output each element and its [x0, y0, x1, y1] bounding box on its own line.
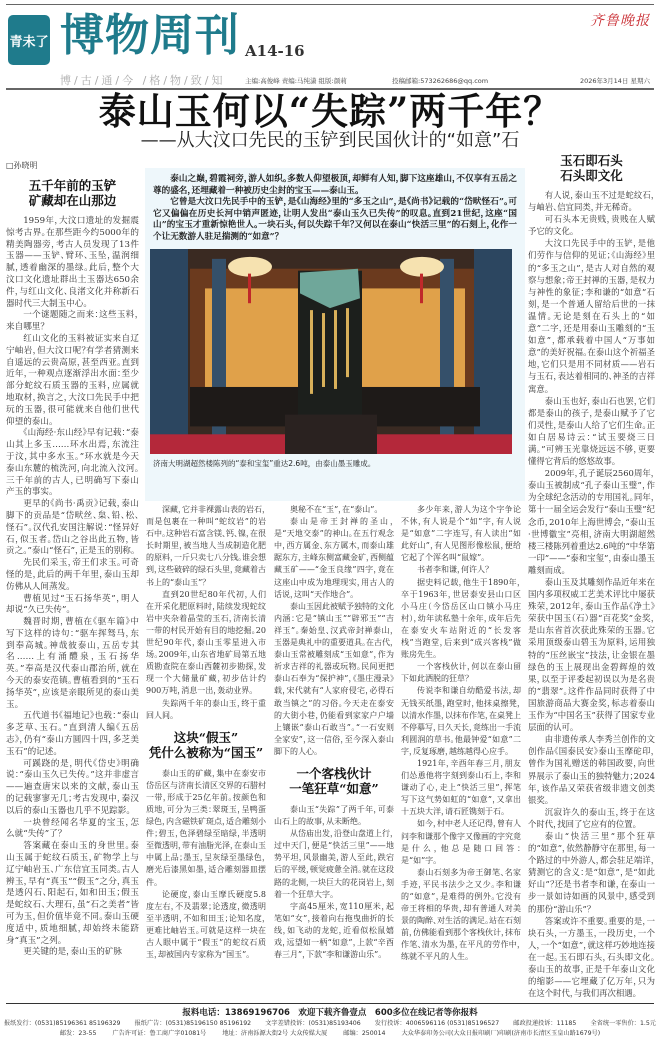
intro-text: [150, 174, 520, 244]
paragraph-group: [146, 504, 266, 722]
page-range: A14-16: [245, 42, 305, 60]
subheadline: ——从大汶口先民的玉铲到民国伙计的“如意”石: [140, 130, 520, 151]
heading-line: 五千年前的玉铲: [28, 178, 117, 193]
paragraph: 大汶口先民手中的玉铲，是他们劳作与信仰的见证；《山海经》里的“多玉之山”，是古人对自然的观察与想象；帝王封禅的玉器，是权力与神性的象征；李和谦的“如意”石刻，是一个普通人留给后世的一抹温情。无论是刻在石头上的“如意”二字，还是用泰山玉雕刻的“玉如意”，都承载着中国人“万事如意”的美好祝福。在泰山这个祈福圣地，它们只是用不同材质——岩石与玉石，表达着相同的、神圣的吉祥寓意。: [528, 238, 655, 394]
paragraph: 多少年来，游人为这个字争论不休，有人说是个“如”字，有人说是“如意”二字连写，有人读出“如此好山”，有人见图形像松鼠，便给它起了个浑名叫“鼠嫁”。: [401, 505, 521, 563]
section-heading: [146, 730, 266, 760]
footer-item: 文字差错投诉：(0531)85193406: [265, 1020, 361, 1028]
paragraph: 可石头本无贵贱，贵贱在人赋予它的文化。: [528, 214, 655, 237]
paragraph: 由非遗传承人李秀兰创作的文创作品《国泰民安》泰山玉摩砣印，曾作为国礼赠送的韩国政要，向世界展示了泰山玉的独特魅力；2024年，该作品又荣获省级非遗文创类银奖。: [528, 734, 655, 805]
page-footer: [0, 999, 660, 1039]
paragraph: 曹植见过“玉石扬华英”，明人却说“久已失传”。: [6, 593, 139, 616]
column-left: [6, 160, 139, 959]
paragraph: 泰山玉及其雕刻作品近年来在国内多项权威工艺美术评比中屡获殊荣，2012年，泰山玉作品《净土》荣获中国玉（石）器“百花奖”金奖，是山东省首次获此殊荣的玉器。它采用顶级泰山碧玉为原料，运用独特的“压丝嵌宝”技法，让金银在墨绿色的玉上展现出金碧辉煌的效果，以至于评委起初误以为是名贵的“翡翠”。这件作品同时获得了中国旅游商品大赛金奖，标志着泰山玉作为“中国名玉”获得了国家专业层面的认可。: [528, 577, 655, 733]
paragraph: 据史料记载，他生于1890年，卒于1963年，世居泰安县山口区小马庄（今岱岳区山口镇小马庄村），幼年读私塾十余年，成年后先在泰安火车站附近的“长发客栈”当跑堂，后来到“成兴客栈”做账房先生。: [401, 577, 521, 660]
heading-line: 这块“假玉”: [173, 729, 239, 745]
heading-line: 一笔狂草“如意”: [289, 780, 379, 796]
section-heading: [274, 766, 394, 796]
paragraph: 泰山玉因此被赋予独特的文化内涵：它是“镇山玉”“辟邪玉”“吉祥玉”。秦始皇、汉武帝封禅泰山，玉器是典礼中的重要道具。在古代，泰山玉常被雕刻成“玉如意”，作为祈求吉祥的礼器或玩物。民间更把泰山石奉为“保护神”，《墨庄漫录》载，宋代就有“人家府侵宅，必得石敢当镇之”的习俗。今天走在泰安的大街小巷，仍能看到家家户户墙上镶嵌“泰山石敢当”。“一石安则全家安”，这一信俗，至今深入泰山脚下的人心。: [274, 601, 394, 756]
column-2: [146, 504, 266, 964]
top-rule: [6, 4, 654, 5]
footer-item: 报纸发行：(0531)85196361 85196329: [4, 1020, 121, 1028]
footer-item: 全省统一零售价：1.5元: [590, 1020, 656, 1028]
footer-item: 地址：济南泺源大街2号 大众传媒大厦: [222, 1030, 328, 1038]
paragraph: 沉寂许久的泰山玉，终于在这个时代，找回了它应有的位置。: [528, 806, 655, 829]
column-4: [401, 504, 521, 964]
paragraph: 泰山石刻多为帝王御笔、名家手迹，平民书法少之又少。李和谦的“如意”，是难得的例外。它没有帝王将相的华贵，却有普通人对美景的陶醉、对生活的满足。站在石刻前，仿佛能看到那个客栈伙计，抹布作笔、清水为墨，在平凡的劳作中，练就不平凡的人生。: [401, 867, 521, 962]
qingweiliao-logo: 青未了: [8, 15, 50, 65]
photo-illustration: [150, 249, 512, 454]
footer-item: 广告许可证：鲁工商广字01081号: [112, 1030, 207, 1038]
masthead-motto: 博/古/通/今 /格/物/致/知: [60, 74, 226, 87]
newspaper-logo: 齐鲁晚报: [590, 13, 650, 29]
paragraph-group: [401, 504, 521, 964]
stele-photo: [150, 249, 512, 454]
paragraph: 字高45厘米，宽110厘米，起笔如“女”，接着向右拖曳曲折的长线，如飞动的龙蛇，近看似松鼠嬉戏，远望如一柄“如意”，上款“辛酉春三月”，下款“李和谦游山乐”。: [274, 901, 394, 960]
paragraph: 如今，村中老人还记得，曾有人问李和谦那个像字又像画的字究竟是什么，他总是随口回答：是“如”字。: [401, 819, 521, 865]
paragraph-group: [274, 504, 394, 758]
footer-item: 邮编：250014: [343, 1030, 386, 1038]
article-body: [0, 153, 660, 999]
paragraph: 一块曾经闻名华夏的宝玉，怎么就“失传”了？: [6, 817, 139, 840]
paragraph: 可蹊跷的是，明代《岱史》明确说：“泰山玉久已失传。”这并非虚言——遍查唐宋以来的文献，泰山玉的记载寥寥无几；考古发现中，秦汉以后的泰山玉器也几乎不见踪影。: [6, 758, 139, 816]
footer-contacts: [4, 1019, 656, 1029]
paragraph: 《山海经·东山经》早有记载：“泰山其上多玉……环水出焉，东流注于汶，其中多水玉。”环水就是今天泰山东麓的梳洗河，向北流入汶河。三千年前的古人，已明确写下泰山产玉的事实。: [6, 428, 139, 498]
paragraph: 深藏，它并非裸露山表的岩石，而是包裹在一种叫“蛇纹岩”的岩石中。这种岩石富含镁、钙、镍，在很长时期里，被当地人当成制造化肥的原料，一斤只卖七八分钱。谁会想到，这些破碎的绿石头里，竟藏着古书上的“泰山玉”？: [146, 505, 266, 587]
paragraph-group: [274, 804, 394, 961]
paragraph: 答案或许不重要。重要的是，一块石头，一方墨玉，一段历史，一个人，一个“如意”，就这样巧妙地连接在一起。玉石即石头，石头即文化。泰山玉的故事，正是千年泰山文化的缩影——它埋藏了亿万年，只为在这个时代，与我们再次相遇。: [528, 915, 655, 999]
heading-line: 玉石即石头: [560, 153, 623, 168]
paragraph: 直到20世纪80年代初，人们在开采化肥原料时，陆续发现蛇纹岩中夹杂着晶莹的玉石，济南长清一带的村民开始有目的地挖掘。20世纪90年代，泰山玉零星进入市场。2009年，山东省地矿局第五地质勘查院在泰山西麓初步勘探，发现一个大储量矿藏，初步估计约900万吨，消息一出，轰动业界。: [146, 589, 266, 696]
paragraph: 泰山玉“失踪”了两千年，可泰山石上的故事，从未断绝。: [274, 804, 394, 827]
paragraph: 泰山玉的矿藏，集中在泰安市岱岳区与济南长清区交界的石腊村一带，形成于25亿年前。按颜色和质地，可分为三类：翠斑玉，呈鸭蛋绿色，内含磁铁矿斑点，适合雕刻小件；碧玉，色泽碧绿至暗绿，半透明至微透明，带有油脂光泽，在泰山玉中属上品；墨玉，呈灰绿至墨绿色，磨光后漆黑如墨，适合雕刻器皿摆件。: [146, 768, 266, 887]
page-header: [0, 0, 660, 153]
feature-box: [145, 168, 525, 501]
section-heading: [6, 178, 139, 208]
paragraph: 泰山之巅，碧霞祠旁，游人如织。多数人仰望极顶，却鲜有人知，脚下这座雄山，不仅享有五岳之尊的盛名，还埋藏着一种被历史尘封的宝玉——泰山玉。: [153, 174, 517, 196]
paragraph: 泰山“快活三里”那个狂草的“如意”，依然静静守在那里，每一个路过的中外游人，都会驻足端详，猜测它的含义：是“如意”，是“如此好山”？还是书者李和谦，在泰山一步一景如诗如画的风景中，感受到的那份“游山乐”？: [528, 830, 655, 914]
footer-item: 报纸广告：(0531)85196150 85196192: [134, 1020, 252, 1028]
paragraph-group: [528, 189, 655, 999]
paragraph: 它曾是大汶口先民手中的玉铲，是《山海经》里的“多玉之山”，是《尚书》记载的“岱畎怪石”。可它又偏偏在历史长河中销声匿迹，让明人发出“泰山玉久已失传”的叹息。直到21世纪，这座“国山”的宝玉才重新惊艳世人。一块石头，何以失踪千年？又何以在泰山“快活三里”的石刻上，化作一个让无数游人驻足揣测的“如意”？: [153, 197, 517, 242]
photo-caption: 济南大明湖超然楼陈列的“泰和宝玺”重达2.6吨，由泰山墨玉雕成。: [153, 458, 376, 468]
paragraph-group: [146, 768, 266, 962]
paragraph: 书者李和谦，何许人？: [417, 565, 489, 575]
heading-line: 凭什么被称为“国玉”: [148, 744, 264, 760]
footer-item: 发行投诉：4006596116 (0531)85196527: [374, 1020, 500, 1028]
submission-email: 投稿邮箱:573262686@qq.com: [392, 77, 489, 85]
paragraph: 1959年，大汶口遗址的发掘震惊考古界。在那些距今约5000年的精美陶器旁，考古人员发现了13件玉器——玉铲、臂环、玉坠，温润细腻，透着幽深的墨绿。此后，整个大汶口文化遗址群出土玉器达650余件，与红山文化、良渚文化并称新石器时代三大制玉中心。: [6, 216, 139, 309]
lower-columns: [145, 504, 525, 964]
paragraph: 有人说，泰山玉不过是蛇纹石，与岫岩、信宜同类，并无稀奇。: [528, 190, 655, 213]
paragraph: 一个谜题随之而来：这些玉料，来自哪里？: [6, 310, 139, 333]
paragraph: 先民们采玉，帝王们求玉。可奇怪的是，此后的两千年里，泰山玉却仿佛从人间蒸发。: [6, 558, 139, 592]
paragraph: 一个客栈伙计，何以在泰山留下如此洒脱的狂草？: [401, 662, 521, 684]
footer-item: 邮政投递投诉：11185: [513, 1020, 577, 1028]
footer-item: 大众华泰印务公司(大众日报印刷厂)印刷(济南市长清区玉皇山路1679号): [401, 1030, 601, 1038]
column-right: [528, 153, 655, 999]
paragraph: 奥秘不在“玉”，在“泰山”。: [290, 505, 379, 514]
headline: 泰山玉何以“失踪”两千年？: [98, 89, 562, 133]
footer-publishing-info: [4, 1029, 656, 1039]
paragraph-group: [6, 216, 139, 959]
heading-line: 石头即文化: [560, 168, 623, 183]
column-3: [274, 504, 394, 964]
paragraph: 1921年，辛酉年春三月，朋友们怂恿他将字刻到泰山石上，李和谦动了心，走上“快活三里”，挥笔写下这气势如虹的“如意”，又拿出十五块大洋，请石匠镌刻于石。: [401, 758, 521, 817]
paragraph: 红山文化的玉料被证实来自辽宁岫岩，但大汶口呢？有学者猜测来自遥远的云贵高原，甚至西亚。直到近年，一种观点逐渐浮出水面：至少部分蛇纹石质玉器的玉料，应属就地取材，换言之，大汶口先民手中把玩的玉器，很可能就来自他们世代仰望的泰山。: [6, 333, 139, 427]
paragraph: 魏晋时期，曹植在《驱车篇》中写下这样的诗句：“驱车挥驽马，东到奉高城。神哉彼泰山，五岳专其名……上有涌醴泉，玉石扬华英。”奉高是汉代泰山郡治所，就在今天的泰安范镇。曹植看到的“玉石扬华英”，应该是亲眼所见的泰山美玉。: [6, 617, 139, 710]
issue-date: 2026年3月14日 星期六: [579, 77, 650, 85]
heading-line: 矿藏却在山那边: [28, 193, 117, 208]
paragraph: 更关键的是，泰山玉的矿脉: [23, 947, 123, 958]
middle-block: [145, 168, 525, 964]
paragraph: 论硬度，泰山玉摩氏硬度5.8度左右，不及翡翠；论透度，微透明至半透明，不如和田玉；论知名度，更难比岫岩玉。可就是这样一块在古人眼中属于“假玉”的蛇纹石质玉，却被国内专家称为“国玉”。: [146, 889, 266, 960]
paragraph: 答案藏在泰山玉的身世里。泰山玉属于蛇纹石质玉，矿物学上与辽宁岫岩玉、广东信宜玉同类。古人辨玉，早有“真玉”“假玉”之分，真玉是透闪石、阳起石，如和田玉；假玉是蛇纹石、大理石，虽“石之美者”皆可为玉，但价值毕竟不同。泰山玉硬度适中，质地细腻，却始终未能跻身“真玉”之列。: [6, 841, 139, 946]
masthead-title: 博物周刊: [60, 10, 240, 61]
paragraph: 失踪两千年的泰山玉，终于重回人间。: [146, 698, 266, 720]
paragraph: 传说李和谦自幼酷爱书法，却无钱买纸墨，跑堂时，他抹桌擦凳，以清水作墨，以抹布作笔，在桌凳上不停摹写，日久天长，竟练出一手流利圆润的草书。他最钟爱“如意”二字，反复琢磨，越练越得心应手。: [401, 686, 521, 756]
paragraph: 更早的《尚书·禹贡》记载，泰山脚下的贡品是“岱畎丝、枲、铅、松、怪石”。汉代孔安国注解说：“怪异好石，似玉者。岱山之谷出此五物，皆贡之。”泰山“怪石”，正是玉的别称。: [6, 499, 139, 557]
paragraph: 从岱庙出发，沿登山盘道上行，过中天门，便是“快活三里”——地势平坦，风景幽美，游人至此，跌宕后的平缓，顿觉疲惫全消。就在这段路的北侧，一块巨大的花岗岩上，刻着一个狂草大字。: [274, 829, 394, 899]
section-heading: [528, 153, 655, 183]
footer-item: 邮发：23-55: [59, 1030, 97, 1038]
paragraph: 泰山玉也好，泰山石也罢，它们都是泰山的孩子，是泰山赋予了它们灵性，是泰山人给了它们生命。正如白居易诗云：“试玉要烧三日满。”可辨玉光靠烧远远不够，更要懂得它背后的悠悠故事。: [528, 395, 655, 467]
paragraph: 五代道书《福地记》也载：“泰山多芝草、玉石。”直到清人编《五岳志》，仍有“泰山方圆四十四，多芝美玉石”的记述。: [6, 711, 139, 757]
editor-credits: 主编:高俊峰 责编:马纯潇 组版:颜莉: [245, 77, 347, 85]
footer-hotline: 报料电话：13869196706 欢迎下载齐鲁壹点 600多位在线记者等你报料: [182, 1008, 478, 1019]
byline: □孙晓明: [6, 161, 38, 170]
footer-rule: [6, 1003, 654, 1004]
heading-line: 一个客栈伙计: [296, 765, 372, 781]
paragraph: 2009年，孔子诞辰2560周年，泰山玉被制成“孔子泰山玉璧”，作为全球纪念活动的专用国礼。同年，第十一届全运会发行“泰山玉璧”纪念币，2010年上海世博会，“泰山玉·世博徽宝”亮相，济南大明湖超然楼三楼陈列着重达2.6吨的“中华第一印”——“泰和宝玺”，由泰山墨玉雕刻而成。: [528, 468, 655, 575]
paragraph: 泰山是帝王封禅的圣山，是“天地交泰”的神山。在五行观念中，西方属金、东方属木，而泰山雄踞东方，主峰东侧富藏金矿，西侧蕴藏玉矿——“金玉良缘”四字，竟在这座山中成为地理现实，用古人的话说，这叫“天作地合”。: [274, 517, 394, 599]
